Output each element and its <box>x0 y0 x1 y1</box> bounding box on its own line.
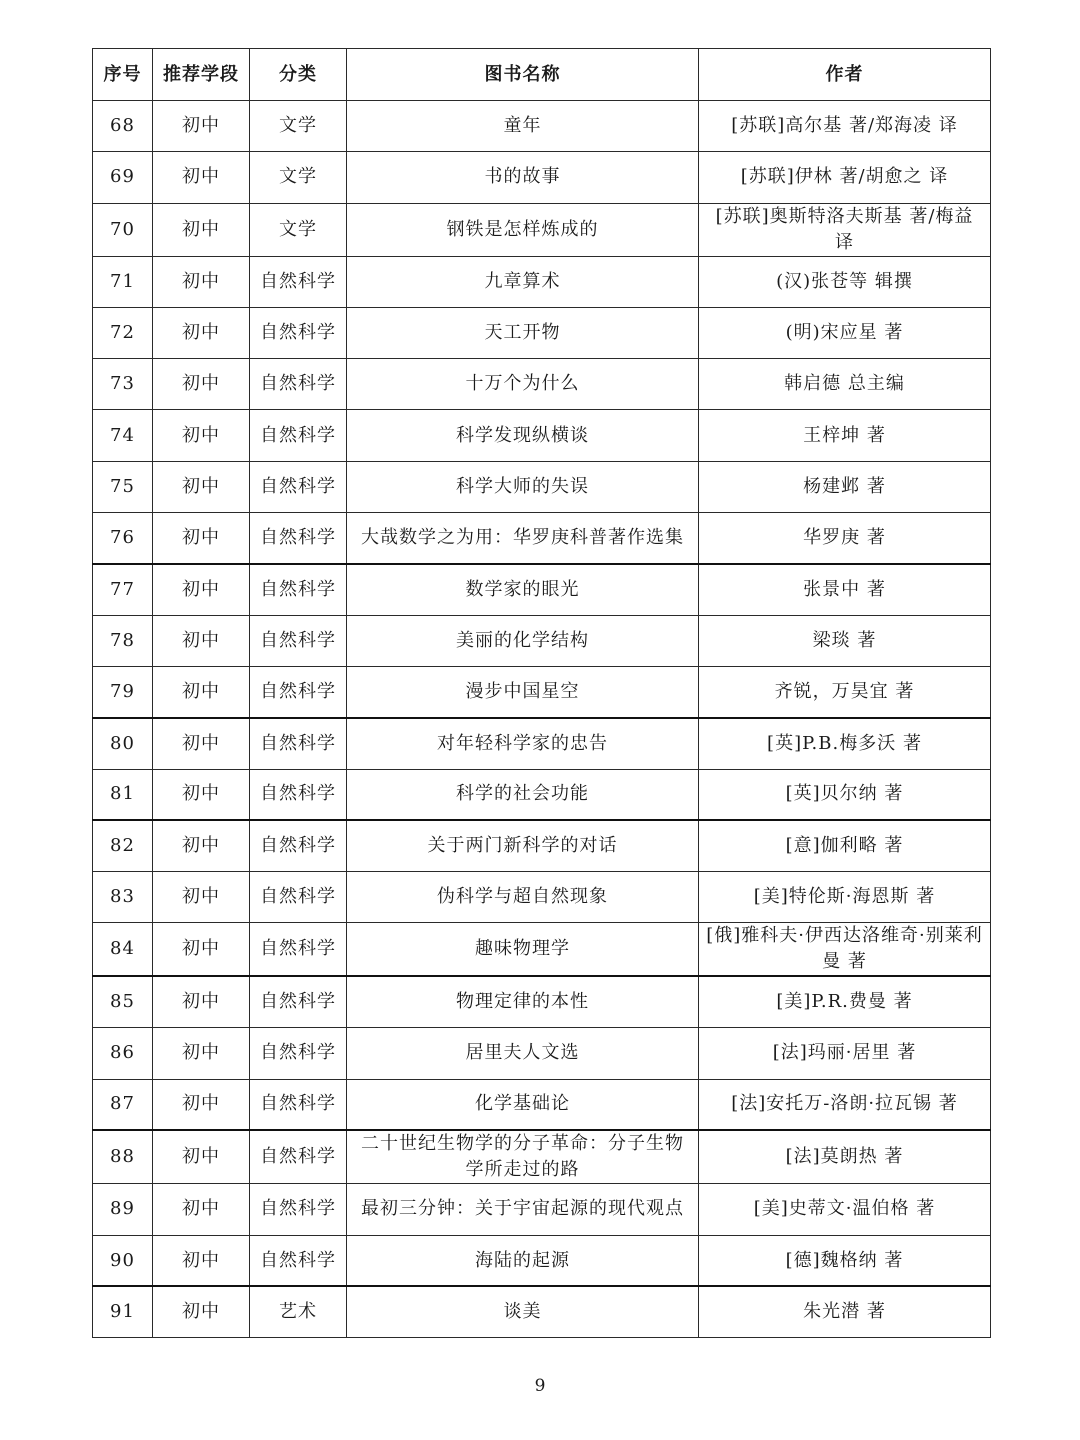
cell-serial-number: 80 <box>93 718 153 769</box>
cell-category: 自然科学 <box>250 769 347 820</box>
cell-serial-number: 84 <box>93 923 153 977</box>
cell-category: 自然科学 <box>250 615 347 666</box>
cell-serial-number: 77 <box>93 564 153 615</box>
cell-recommended-stage: 初中 <box>153 1286 250 1337</box>
table-row <box>93 615 991 666</box>
cell-author: 杨建邺 著 <box>699 461 991 512</box>
cell-author: [德]魏格纳 著 <box>699 1235 991 1286</box>
cell-recommended-stage: 初中 <box>153 1130 250 1184</box>
cell-serial-number: 79 <box>93 666 153 717</box>
cell-author: 张景中 著 <box>699 564 991 615</box>
cell-serial-number: 69 <box>93 152 153 203</box>
table-row <box>93 564 991 615</box>
cell-category: 自然科学 <box>250 923 347 977</box>
cell-category: 自然科学 <box>250 513 347 564</box>
table-row <box>93 203 991 256</box>
cell-category: 文学 <box>250 101 347 152</box>
cell-category: 自然科学 <box>250 1079 347 1130</box>
cell-book-title: 天工开物 <box>347 307 699 358</box>
cell-book-title: 钢铁是怎样炼成的 <box>347 203 699 256</box>
cell-recommended-stage: 初中 <box>153 307 250 358</box>
cell-recommended-stage: 初中 <box>153 461 250 512</box>
table-body <box>93 101 991 1338</box>
cell-recommended-stage: 初中 <box>153 872 250 923</box>
book-list-table <box>92 48 991 1338</box>
table-row <box>93 976 991 1027</box>
table-row <box>93 513 991 564</box>
header-category: 分类 <box>250 49 347 101</box>
header-recommended-stage: 推荐学段 <box>153 49 250 101</box>
header-author: 作者 <box>699 49 991 101</box>
cell-category: 自然科学 <box>250 564 347 615</box>
cell-author: [法]安托万-洛朗·拉瓦锡 著 <box>699 1079 991 1130</box>
cell-book-title: 科学发现纵横谈 <box>347 410 699 461</box>
cell-recommended-stage: 初中 <box>153 718 250 769</box>
cell-author: [法]玛丽·居里 著 <box>699 1028 991 1079</box>
cell-category: 自然科学 <box>250 1028 347 1079</box>
cell-author: (明)宋应星 著 <box>699 307 991 358</box>
cell-category: 自然科学 <box>250 307 347 358</box>
cell-serial-number: 90 <box>93 1235 153 1286</box>
cell-serial-number: 71 <box>93 256 153 307</box>
cell-book-title: 大哉数学之为用：华罗庚科普著作选集 <box>347 513 699 564</box>
cell-book-title: 最初三分钟：关于宇宙起源的现代观点 <box>347 1184 699 1235</box>
cell-category: 自然科学 <box>250 461 347 512</box>
table-row <box>93 666 991 717</box>
table-row <box>93 1286 991 1337</box>
cell-recommended-stage: 初中 <box>153 615 250 666</box>
table-row <box>93 1079 991 1130</box>
cell-book-title: 童年 <box>347 101 699 152</box>
table-row <box>93 1130 991 1184</box>
cell-recommended-stage: 初中 <box>153 820 250 871</box>
cell-category: 文学 <box>250 203 347 256</box>
table-row <box>93 1184 991 1235</box>
cell-book-title: 化学基础论 <box>347 1079 699 1130</box>
cell-recommended-stage: 初中 <box>153 976 250 1027</box>
cell-serial-number: 72 <box>93 307 153 358</box>
cell-category: 自然科学 <box>250 256 347 307</box>
table-row <box>93 152 991 203</box>
cell-book-title: 物理定律的本性 <box>347 976 699 1027</box>
cell-recommended-stage: 初中 <box>153 769 250 820</box>
cell-author: [美]史蒂文·温伯格 著 <box>699 1184 991 1235</box>
cell-recommended-stage: 初中 <box>153 256 250 307</box>
cell-recommended-stage: 初中 <box>153 1184 250 1235</box>
cell-book-title: 伪科学与超自然现象 <box>347 872 699 923</box>
cell-book-title: 海陆的起源 <box>347 1235 699 1286</box>
table-row <box>93 461 991 512</box>
cell-book-title: 关于两门新科学的对话 <box>347 820 699 871</box>
cell-book-title: 美丽的化学结构 <box>347 615 699 666</box>
cell-book-title: 漫步中国星空 <box>347 666 699 717</box>
table-row <box>93 1028 991 1079</box>
cell-category: 自然科学 <box>250 1235 347 1286</box>
cell-serial-number: 85 <box>93 976 153 1027</box>
cell-recommended-stage: 初中 <box>153 513 250 564</box>
cell-recommended-stage: 初中 <box>153 359 250 410</box>
cell-author: 王梓坤 著 <box>699 410 991 461</box>
table-row <box>93 872 991 923</box>
cell-recommended-stage: 初中 <box>153 923 250 977</box>
table-row <box>93 820 991 871</box>
header-book-title: 图书名称 <box>347 49 699 101</box>
cell-book-title: 趣味物理学 <box>347 923 699 977</box>
table-header-row <box>93 49 991 101</box>
cell-book-title: 科学的社会功能 <box>347 769 699 820</box>
cell-category: 自然科学 <box>250 976 347 1027</box>
cell-author: [苏联]高尔基 著/郑海凌 译 <box>699 101 991 152</box>
cell-recommended-stage: 初中 <box>153 666 250 717</box>
cell-author: [美]P.R.费曼 著 <box>699 976 991 1027</box>
cell-recommended-stage: 初中 <box>153 564 250 615</box>
cell-serial-number: 81 <box>93 769 153 820</box>
table-row <box>93 410 991 461</box>
cell-book-title: 二十世纪生物学的分子革命：分子生物学所走过的路 <box>347 1130 699 1184</box>
cell-author: 朱光潜 著 <box>699 1286 991 1337</box>
cell-recommended-stage: 初中 <box>153 1079 250 1130</box>
cell-author: 齐锐，万昊宜 著 <box>699 666 991 717</box>
cell-serial-number: 82 <box>93 820 153 871</box>
cell-category: 自然科学 <box>250 1184 347 1235</box>
cell-serial-number: 78 <box>93 615 153 666</box>
cell-serial-number: 73 <box>93 359 153 410</box>
cell-recommended-stage: 初中 <box>153 152 250 203</box>
cell-serial-number: 74 <box>93 410 153 461</box>
table-row <box>93 256 991 307</box>
table-row <box>93 769 991 820</box>
cell-book-title: 科学大师的失误 <box>347 461 699 512</box>
cell-author: [苏联]伊林 著/胡愈之 译 <box>699 152 991 203</box>
cell-category: 自然科学 <box>250 1130 347 1184</box>
table-row <box>93 718 991 769</box>
cell-serial-number: 76 <box>93 513 153 564</box>
cell-author: [意]伽利略 著 <box>699 820 991 871</box>
cell-serial-number: 87 <box>93 1079 153 1130</box>
cell-author: [俄]雅科夫·伊西达洛维奇·别莱利曼 著 <box>699 923 991 977</box>
table-row <box>93 1235 991 1286</box>
cell-author: [美]特伦斯·海恩斯 著 <box>699 872 991 923</box>
cell-book-title: 数学家的眼光 <box>347 564 699 615</box>
cell-author: [法]莫朗热 著 <box>699 1130 991 1184</box>
cell-recommended-stage: 初中 <box>153 203 250 256</box>
cell-author: 华罗庚 著 <box>699 513 991 564</box>
cell-author: (汉)张苍等 辑撰 <box>699 256 991 307</box>
cell-recommended-stage: 初中 <box>153 1235 250 1286</box>
cell-category: 自然科学 <box>250 359 347 410</box>
cell-book-title: 九章算术 <box>347 256 699 307</box>
cell-serial-number: 83 <box>93 872 153 923</box>
cell-recommended-stage: 初中 <box>153 1028 250 1079</box>
cell-author: [英]贝尔纳 著 <box>699 769 991 820</box>
cell-category: 自然科学 <box>250 718 347 769</box>
cell-recommended-stage: 初中 <box>153 410 250 461</box>
cell-book-title: 十万个为什么 <box>347 359 699 410</box>
table-row <box>93 307 991 358</box>
cell-author: [苏联]奥斯特洛夫斯基 著/梅益 译 <box>699 203 991 256</box>
cell-recommended-stage: 初中 <box>153 101 250 152</box>
cell-category: 自然科学 <box>250 872 347 923</box>
cell-author: 梁琰 著 <box>699 615 991 666</box>
cell-serial-number: 91 <box>93 1286 153 1337</box>
cell-book-title: 居里夫人文选 <box>347 1028 699 1079</box>
cell-book-title: 对年轻科学家的忠告 <box>347 718 699 769</box>
cell-author: 韩启德 总主编 <box>699 359 991 410</box>
cell-category: 文学 <box>250 152 347 203</box>
cell-serial-number: 88 <box>93 1130 153 1184</box>
cell-serial-number: 70 <box>93 203 153 256</box>
table-row <box>93 101 991 152</box>
cell-serial-number: 86 <box>93 1028 153 1079</box>
cell-author: [英]P.B.梅多沃 著 <box>699 718 991 769</box>
cell-serial-number: 68 <box>93 101 153 152</box>
cell-category: 自然科学 <box>250 410 347 461</box>
header-serial-number: 序号 <box>93 49 153 101</box>
page-number: 9 <box>534 1376 546 1396</box>
cell-book-title: 书的故事 <box>347 152 699 203</box>
cell-category: 自然科学 <box>250 666 347 717</box>
cell-serial-number: 75 <box>93 461 153 512</box>
cell-category: 艺术 <box>250 1286 347 1337</box>
cell-category: 自然科学 <box>250 820 347 871</box>
cell-book-title: 谈美 <box>347 1286 699 1337</box>
table-row <box>93 359 991 410</box>
table-row <box>93 923 991 977</box>
cell-serial-number: 89 <box>93 1184 153 1235</box>
